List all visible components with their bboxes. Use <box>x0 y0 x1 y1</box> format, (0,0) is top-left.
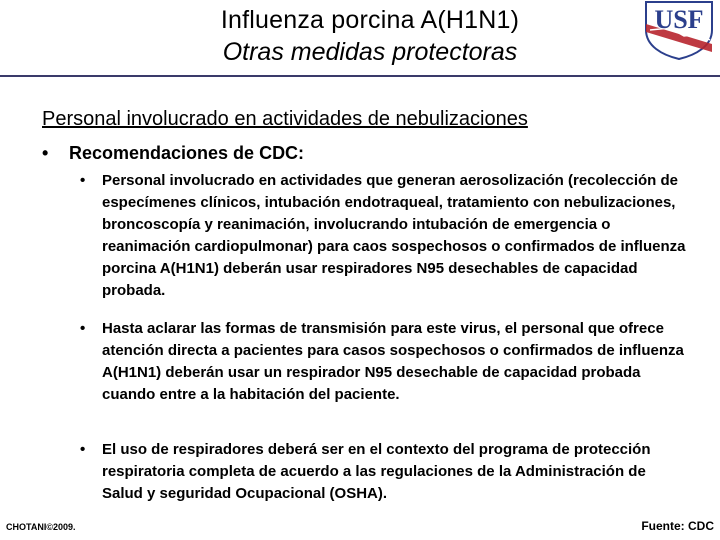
sub-bullet-text: Personal involucrado en actividades que generan aerosolización (recolección de especímenes clínicos, intubación endotraqueal, tratamiento con nebulizaciones, broncoscopía y reanimación, involucrando intubación de emergencia o reanimación cardiopulmonar) para caos sospechosos o confirmados de influenza porcina A(H1N1) deberán usar respiradores N95 desechables de capacidad probada. <box>102 172 686 299</box>
slide-subtitle: Otras medidas protectoras <box>222 38 518 66</box>
logo-text: USF <box>654 5 704 34</box>
title-divider <box>0 75 720 77</box>
bullet-marker: • <box>42 143 49 163</box>
sub-bullet-text: Hasta aclarar las formas de transmisión para este virus, el personal que ofrece atención directa a pacientes para casos sospechosos o confirmados de influenza A(H1N1) deberán usar un respirador N95 desechable de capacidad probada cuando entre a la habitación del paciente. <box>102 320 684 403</box>
section-heading: Personal involucrado en actividades de nebulizaciones <box>42 108 528 130</box>
slide-title: Influenza porcina A(H1N1) <box>220 6 520 34</box>
main-bullet-text: Recomendaciones de CDC: <box>69 143 305 163</box>
copyright-footer: CHOTANI©2009. <box>6 522 76 532</box>
bullet-marker: • <box>80 320 86 337</box>
title-block <box>120 4 620 67</box>
university-logo <box>640 0 718 60</box>
sub-bullet-text: El uso de respiradores deberá ser en el contexto del programa de protección respiratoria completa de acuerdo a las regulaciones de la Administración de Salud y seguridad Ocupacional (OSHA). <box>102 441 651 502</box>
main-bullet <box>42 143 304 164</box>
source-footer: Fuente: CDC <box>641 519 714 533</box>
shield-logo-icon <box>640 0 718 60</box>
bullet-marker: • <box>80 172 86 189</box>
bullet-marker: • <box>80 441 86 458</box>
